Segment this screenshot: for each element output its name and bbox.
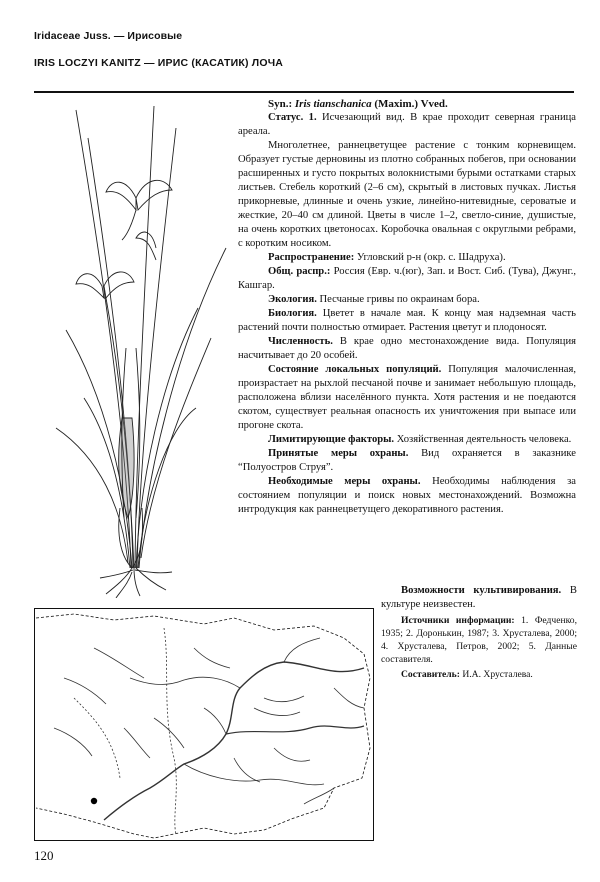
synonym-line: Syn.: Iris tianschanica (Maxim.) Vved. xyxy=(268,98,448,110)
status-paragraph: Статус. 1. Исчезающий вид. В крае проходит северная граница ареала. xyxy=(238,112,576,137)
family-header: Iridaceae Juss. — Ирисовые xyxy=(34,30,183,42)
synonym-name: Iris tianschanica xyxy=(294,98,372,110)
sources-paragraph: Источники информации: 1. Федченко, 1935; 2. Доронькин, 1987; 3. Хрусталева, 2000; 4. Хрусталева, Петров, 2002; 5. Данные составителя. xyxy=(381,615,577,665)
limiting-factors-paragraph: Лимитирующие факторы. Хозяйственная деятельность человека. xyxy=(268,434,572,445)
measures-taken-paragraph: Принятые меры охраны. Вид охраняется в заказнике “Полуостров Струя”. xyxy=(238,448,576,473)
local-populations-paragraph: Состояние локальных популяций. Популяция малочисленная, произрастает на рыхлой песчаной почве и занимает небольшую площадь, расположена вблизи населённого пункта. Хотя растения и не поедаются скотом, существует реальная опасность их уничтожения при выпасе или прогоне скота. xyxy=(238,364,576,431)
ecology-paragraph: Экология. Песчаные гривы по окраинам бора. xyxy=(268,294,480,305)
distribution-paragraph: Распространение: Угловский р-н (окр. с. Шадруха). xyxy=(268,252,506,263)
main-text-column xyxy=(238,97,576,517)
synonym-author: (Maxim.) Vved. xyxy=(374,98,448,110)
cultivation-paragraph: Возможности культивирования. В культуре неизвестен. xyxy=(381,585,577,610)
abundance-paragraph: Численность. В крае одно местонахождение вида. Популяция насчитывает до 20 особей. xyxy=(238,336,576,361)
page-number: 120 xyxy=(34,848,54,863)
measures-needed-paragraph: Необходимые меры охраны. Необходимы наблюдения за состоянием популяции и поиск новых местонахождений. Возможна интродукция как раннецветущего декоративного растения. xyxy=(238,476,577,515)
distribution-map xyxy=(34,608,374,841)
species-title: IRIS LOCZYI KANITZ — ИРИС (КАСАТИК) ЛОЧА xyxy=(34,57,284,69)
compiler-paragraph: Составитель: И.А. Хрусталева. xyxy=(401,669,533,680)
side-text-column xyxy=(381,584,577,681)
description-paragraph: Многолетнее, раннецветущее растение с тонким корневищем. Образует густые дерновины из плотно собранных побегов, при основании расширенных и густо покрытых волокнистыми бурыми остатками старых листьев. Стебель короткий (2–6 см), скрытый в листовых пучках. Листья прикорневые, длинные и очень узкие, линейно-нитевидные, сероватые и жесткие, 20–40 см длиной. Цветы в числе 1–2, светло-синие, душистые, на очень коротких цветоносах. Коробочка овальная с округлыми ребрами, с коротким носиком. xyxy=(238,140,576,249)
iris-plant-illustration xyxy=(36,98,236,598)
biology-paragraph: Биология. Цветет в начале мая. К концу мая надземная часть растений почти полностью отмирает. Растения цветут и плодоносят. xyxy=(238,308,576,333)
general-distribution-paragraph: Общ. распр.: Россия (Евр. ч.(юг), Зап. и Вост. Сиб. (Тува), Джунг., Кашгар. xyxy=(238,266,577,291)
header-rule xyxy=(34,91,574,93)
